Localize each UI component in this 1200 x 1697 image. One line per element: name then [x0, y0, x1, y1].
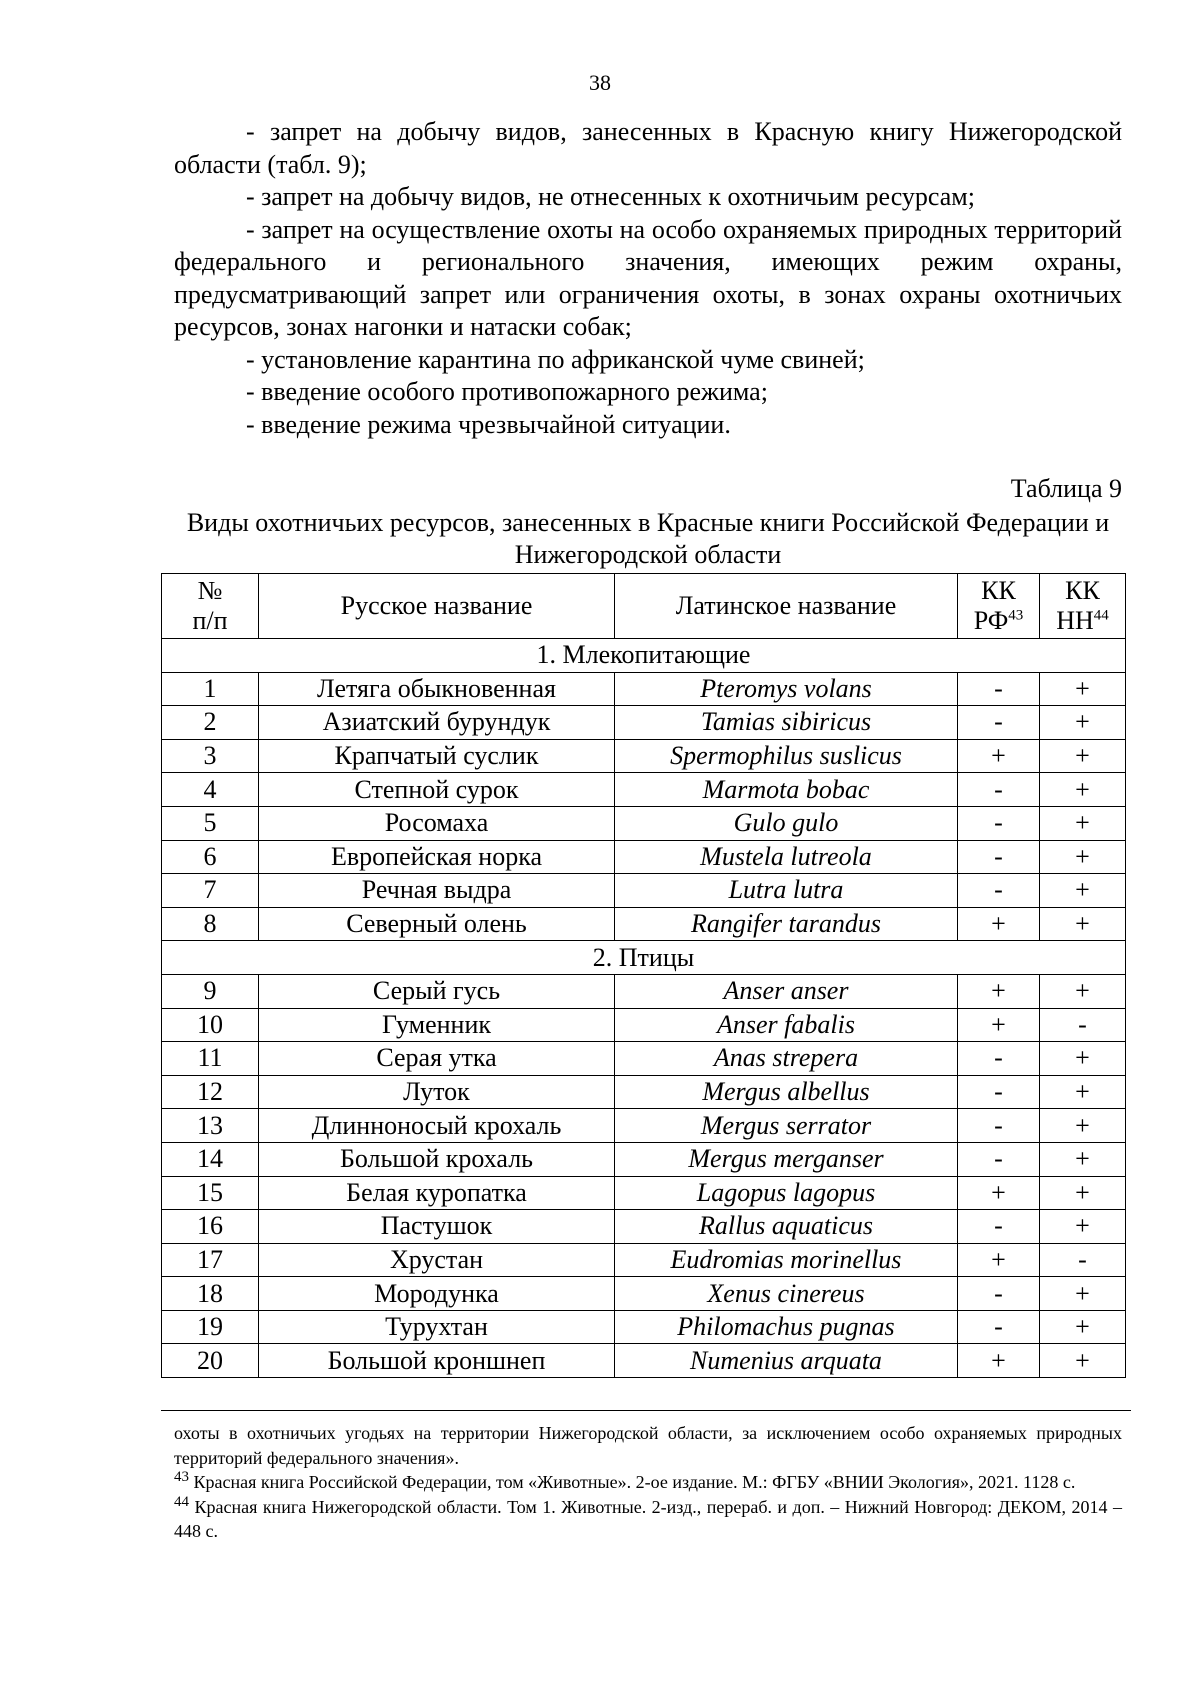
cell-russian-name: Большой кроншнеп	[259, 1344, 615, 1378]
table-row	[162, 1109, 1126, 1143]
cell-kk-nn: -	[1040, 1008, 1126, 1042]
table-row	[162, 874, 1126, 908]
table-row	[162, 739, 1126, 773]
footnote-continuation: охоты в охотничьих угодьях на территории Нижегородской области, за исключением особо охраняемых природных территорий федерального значения».	[174, 1423, 1122, 1468]
cell-kk-nn: +	[1040, 874, 1126, 908]
cell-number: 19	[162, 1310, 259, 1344]
cell-kk-nn: +	[1040, 739, 1126, 773]
header-kk-rf: КК РФ$^{43}$	[958, 574, 1040, 639]
cell-number: 11	[162, 1042, 259, 1076]
footnote-43: $^{43}$ Красная книга Российской Федерации, том «Животные». 2-ое издание. М.: ФГБУ «ВНИИ Экология», 2021. 1128 с.	[174, 1469, 1076, 1492]
cell-russian-name: Серая утка	[259, 1042, 615, 1076]
cell-number: 14	[162, 1142, 259, 1176]
footnote-ref: 43	[1008, 607, 1024, 624]
cell-russian-name: Большой крохаль	[259, 1142, 615, 1176]
cell-latin-name: Mergus albellus	[615, 1075, 958, 1109]
cell-number: 15	[162, 1176, 259, 1210]
cell-kk-rf: +	[958, 1008, 1040, 1042]
table-header-row	[162, 574, 1126, 639]
table-row	[162, 1210, 1126, 1244]
table-row	[162, 1243, 1126, 1277]
table-row	[162, 1176, 1126, 1210]
cell-kk-rf: -	[958, 1075, 1040, 1109]
table-row	[162, 1042, 1126, 1076]
cell-latin-name: Philomachus pugnas	[615, 1310, 958, 1344]
footnote-ref: 44	[174, 1493, 189, 1510]
footnote-separator	[161, 1410, 1131, 1411]
cell-kk-nn: +	[1040, 1142, 1126, 1176]
cell-latin-name: Eudromias morinellus	[615, 1243, 958, 1277]
table-row	[162, 1075, 1126, 1109]
header-latin-name: Латинское название	[615, 574, 958, 639]
table-section-row	[162, 639, 1126, 673]
cell-kk-rf: +	[958, 739, 1040, 773]
cell-russian-name: Европейская норка	[259, 840, 615, 874]
cell-russian-name: Степной сурок	[259, 773, 615, 807]
species-table	[161, 573, 1126, 1378]
cell-russian-name: Северный олень	[259, 907, 615, 941]
cell-kk-nn: +	[1040, 1210, 1126, 1244]
cell-russian-name: Хрустан	[259, 1243, 615, 1277]
cell-kk-rf: +	[958, 907, 1040, 941]
cell-number: 9	[162, 974, 259, 1008]
cell-number: 12	[162, 1075, 259, 1109]
cell-russian-name: Крапчатый суслик	[259, 739, 615, 773]
table-row	[162, 1142, 1126, 1176]
table-row	[162, 1008, 1126, 1042]
cell-kk-nn: +	[1040, 840, 1126, 874]
cell-kk-rf: -	[958, 840, 1040, 874]
paragraph: - введение режима чрезвычайной ситуации.	[246, 409, 731, 439]
cell-latin-name: Anser fabalis	[615, 1008, 958, 1042]
paragraph: - запрет на осуществление охоты на особо охраняемых природных территорий федерального и регионального значения, имеющих режим охраны, предусматривающий запрет или ограничения охоты, в зонах охраны охотничьих ресурсов, зонах нагонки и натаски собак;	[174, 214, 1122, 341]
body-text	[174, 116, 1122, 441]
cell-kk-rf: -	[958, 806, 1040, 840]
paragraph: - установление карантина по африканской чуме свиней;	[246, 344, 865, 374]
cell-kk-nn: +	[1040, 806, 1126, 840]
table-caption: Виды охотничьих ресурсов, занесенных в Красные книги Российской Федерации и Нижегородской области	[186, 508, 1110, 569]
cell-number: 3	[162, 739, 259, 773]
paragraph: - запрет на добычу видов, занесенных в Красную книгу Нижегородской области (табл. 9);	[174, 117, 1122, 179]
cell-kk-rf: +	[958, 1176, 1040, 1210]
cell-kk-nn: +	[1040, 1344, 1126, 1378]
cell-number: 4	[162, 773, 259, 807]
cell-number: 6	[162, 840, 259, 874]
cell-kk-rf: -	[958, 1277, 1040, 1311]
cell-latin-name: Gulo gulo	[615, 806, 958, 840]
cell-kk-nn: +	[1040, 773, 1126, 807]
cell-latin-name: Mustela lutreola	[615, 840, 958, 874]
cell-kk-rf: +	[958, 1344, 1040, 1378]
cell-number: 13	[162, 1109, 259, 1143]
cell-kk-rf: +	[958, 974, 1040, 1008]
page-number: 38	[589, 70, 611, 95]
cell-number: 7	[162, 874, 259, 908]
cell-russian-name: Турухтан	[259, 1310, 615, 1344]
table-row	[162, 1310, 1126, 1344]
cell-kk-nn: +	[1040, 907, 1126, 941]
cell-latin-name: Marmota bobac	[615, 773, 958, 807]
cell-latin-name: Pteromys volans	[615, 672, 958, 706]
cell-number: 5	[162, 806, 259, 840]
table-row	[162, 706, 1126, 740]
cell-latin-name: Lutra lutra	[615, 874, 958, 908]
cell-number: 20	[162, 1344, 259, 1378]
cell-latin-name: Lagopus lagopus	[615, 1176, 958, 1210]
cell-kk-nn: +	[1040, 1277, 1126, 1311]
table-row	[162, 672, 1126, 706]
cell-kk-rf: -	[958, 1310, 1040, 1344]
cell-latin-name: Xenus cinereus	[615, 1277, 958, 1311]
header-russian-name: Русское название	[259, 574, 615, 639]
table-row	[162, 974, 1126, 1008]
cell-latin-name: Anas strepera	[615, 1042, 958, 1076]
cell-latin-name: Rangifer tarandus	[615, 907, 958, 941]
header-kk-nn: КК НН$^{44}$	[1040, 574, 1126, 639]
footnote-ref: 44	[1093, 607, 1109, 624]
cell-russian-name: Речная выдра	[259, 874, 615, 908]
table-body	[162, 639, 1126, 1378]
cell-kk-nn: +	[1040, 1176, 1126, 1210]
cell-number: 16	[162, 1210, 259, 1244]
cell-russian-name: Белая куропатка	[259, 1176, 615, 1210]
section-title: 1. Млекопитающие	[162, 639, 1126, 673]
cell-number: 18	[162, 1277, 259, 1311]
section-title: 2. Птицы	[162, 941, 1126, 975]
cell-kk-nn: +	[1040, 1075, 1126, 1109]
table-row	[162, 1277, 1126, 1311]
cell-latin-name: Mergus serrator	[615, 1109, 958, 1143]
cell-latin-name: Spermophilus suslicus	[615, 739, 958, 773]
cell-latin-name: Tamias sibiricus	[615, 706, 958, 740]
cell-russian-name: Луток	[259, 1075, 615, 1109]
cell-russian-name: Росомаха	[259, 806, 615, 840]
cell-number: 10	[162, 1008, 259, 1042]
paragraph: - введение особого противопожарного режима;	[246, 377, 768, 406]
cell-russian-name: Гуменник	[259, 1008, 615, 1042]
cell-kk-rf: -	[958, 1210, 1040, 1244]
cell-kk-rf: +	[958, 1243, 1040, 1277]
paragraph: - запрет на добычу видов, не отнесенных к охотничьим ресурсам;	[246, 182, 975, 211]
cell-number: 1	[162, 672, 259, 706]
cell-kk-nn: +	[1040, 1310, 1126, 1344]
table-row	[162, 840, 1126, 874]
cell-kk-rf: -	[958, 1042, 1040, 1076]
cell-kk-nn: +	[1040, 706, 1126, 740]
table-row	[162, 1344, 1126, 1378]
table-row	[162, 806, 1126, 840]
cell-russian-name: Мородунка	[259, 1277, 615, 1311]
cell-number: 2	[162, 706, 259, 740]
cell-kk-rf: -	[958, 773, 1040, 807]
table-label: Таблица 9	[1010, 474, 1122, 503]
table-row	[162, 907, 1126, 941]
footnotes	[174, 1421, 1122, 1544]
table-row	[162, 773, 1126, 807]
cell-russian-name: Длинноносый крохаль	[259, 1109, 615, 1143]
cell-kk-nn: +	[1040, 974, 1126, 1008]
cell-russian-name: Азиатский бурундук	[259, 706, 615, 740]
cell-latin-name: Anser anser	[615, 974, 958, 1008]
footnote-44: $^{44}$ Красная книга Нижегородской области. Том 1. Животные. 2-изд., перераб. и доп. – Нижний Новгород: ДЕКОМ, 2014 – 448 с.	[174, 1493, 1122, 1541]
cell-kk-rf: -	[958, 706, 1040, 740]
table-section-row	[162, 941, 1126, 975]
cell-kk-rf: -	[958, 1109, 1040, 1143]
cell-kk-nn: +	[1040, 672, 1126, 706]
cell-number: 17	[162, 1243, 259, 1277]
footnote-ref: 43	[174, 1469, 189, 1485]
cell-russian-name: Серый гусь	[259, 974, 615, 1008]
cell-kk-nn: +	[1040, 1109, 1126, 1143]
header-number: № п/п	[162, 574, 259, 639]
cell-russian-name: Пастушок	[259, 1210, 615, 1244]
cell-latin-name: Mergus merganser	[615, 1142, 958, 1176]
cell-kk-rf: -	[958, 1142, 1040, 1176]
cell-russian-name: Летяга обыкновенная	[259, 672, 615, 706]
cell-kk-nn: +	[1040, 1042, 1126, 1076]
cell-kk-nn: -	[1040, 1243, 1126, 1277]
cell-latin-name: Rallus aquaticus	[615, 1210, 958, 1244]
cell-latin-name: Numenius arquata	[615, 1344, 958, 1378]
cell-kk-rf: -	[958, 874, 1040, 908]
cell-kk-rf: -	[958, 672, 1040, 706]
cell-number: 8	[162, 907, 259, 941]
